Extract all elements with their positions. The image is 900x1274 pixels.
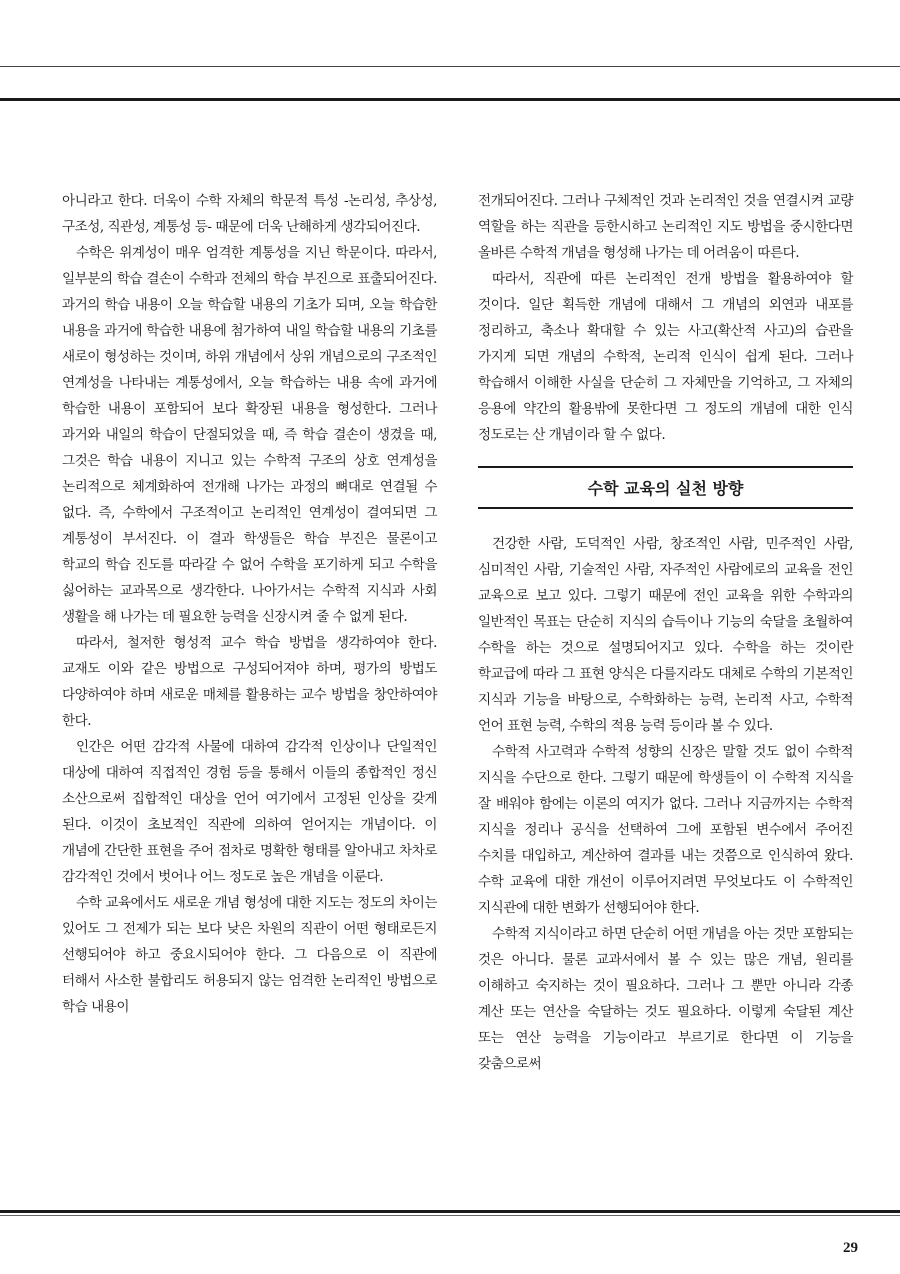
right-column — [478, 188, 853, 1077]
header-rule-thin — [0, 66, 900, 67]
paragraph: 수학 교육에서도 새로운 개념 형성에 대한 지도는 정도의 차이는 있어도 그 전제가 되는 보다 낮은 차원의 직관이 어떤 형태로든지 선행되어야 하고 중요시되어야 한다. 그 다음으로 이 직관에 터해서 사소한 불합리도 허용되지 않는 엄격한 논리적인 방법으로 학습 내용이 — [62, 895, 437, 1015]
paragraph: 아니라고 한다. 더욱이 수학 자체의 학문적 특성 -논리성, 추상성, 구조성, 직관성, 계통성 등- 때문에 더욱 난해하게 생각되어진다. — [62, 193, 437, 235]
paragraph: 수학적 지식이라고 하면 단순히 어떤 개념을 아는 것만 포함되는 것은 아니다. 물론 교과서에서 볼 수 있는 많은 개념, 원리를 이해하고 숙지하는 것이 필요하다. 그러나 그 뿐만 아니라 각종 계산 또는 연산을 숙달하는 것도 필요하다. 이렇게 숙달된 계산 또는 연산 능력을 기능이라고 부르기로 한다면 이 기능을 갖춤으로써 — [478, 926, 853, 1072]
footer-rule-thin — [0, 1215, 900, 1216]
paragraph: 전개되어진다. 그러나 구체적인 것과 논리적인 것을 연결시켜 교량 역할을 하는 직관을 등한시하고 논리적인 지도 방법을 중시한다면 올바른 수학적 개념을 형성해 나가는 데 어려움이 따른다. — [478, 193, 853, 261]
header-rule-thick — [0, 98, 900, 101]
paragraph: 건강한 사람, 도덕적인 사람, 창조적인 사람, 민주적인 사람, 심미적인 사람, 기술적인 사람, 자주적인 사람에로의 교육을 전인 교육으로 보고 있다. 그렇기 때문에 전인 교육을 위한 수학과의 일반적인 목표는 단순히 지식의 습득이나 기능의 숙달을 초월하여 수학을 하는 것으로 설명되어지고 있다. 수학을 하는 것이란 학교급에 따라 그 표현 양식은 다를지라도 대체로 수학의 기본적인 지식과 기능을 바탕으로, 수학화하는 능력, 논리적 사고, 수학적 언어 표현 능력, 수학의 적용 능력 등이라 볼 수 있다. — [478, 536, 853, 734]
paragraph: 수학적 사고력과 수학적 성향의 신장은 말할 것도 없이 수학적 지식을 수단으로 한다. 그렇기 때문에 학생들이 이 수학적 지식을 잘 배워야 함에는 이론의 여지가 없다. 그러나 지금까지는 수학적 지식을 정리나 공식을 선택하여 그에 포함된 변수에서 주어진 수치를 대입하고, 계산하여 결과를 내는 것쯤으로 인식하여 왔다. 수학 교육에 대한 개선이 이루어지려면 무엇보다도 이 수학적인 지식관에 대한 변화가 선행되어야 한다. — [478, 744, 853, 916]
paragraph: 따라서, 철저한 형성적 교수 학습 방법을 생각하여야 한다. 교재도 이와 같은 방법으로 구성되어져야 하며, 평가의 방법도 다양하여야 하며 새로운 매체를 활용하는 교수 방법을 창안하여야 한다. — [62, 635, 437, 729]
paragraph: 수학은 위계성이 매우 엄격한 계통성을 지닌 학문이다. 따라서, 일부분의 학습 결손이 수학과 전체의 학습 부진으로 표출되어진다. 과거의 학습 내용이 오늘 학습할 내용의 기초가 되며, 오늘 학습한 내용을 과거에 학습한 내용에 첨가하여 내일 학습할 내용의 기초를 새로이 형성하는 것이며, 하위 개념에서 상위 개념으로의 구조적인 연계성을 나타내는 계통성에서, 오늘 학습하는 내용 속에 과거에 학습한 내용이 포함되어 보다 확장된 내용을 형성한다. 그러나 과거와 내일의 학습이 단절되었을 때, 즉 학습 결손이 생겼을 때, 그것은 학습 내용이 지니고 있는 수학적 구조의 상호 연계성을 논리적으로 체계화하여 전개해 나가는 과정의 뼈대로 연결될 수 없다. 즉, 수학에서 구조적이고 논리적인 연계성이 결여되면 그 계통성이 부서진다. 이 결과 학생들은 학습 부진은 물론이고 학교의 학습 진도를 따라갈 수 없어 수학을 포기하게 되고 수학을 싫어하는 교과목으로 생각한다. 나아가서는 수학적 지식과 사회 생활을 해 나가는 데 필요한 능력을 신장시켜 줄 수 없게 된다. — [62, 245, 437, 625]
left-column — [62, 188, 437, 1020]
paragraph: 인간은 어떤 감각적 사물에 대하여 감각적 인상이나 단일적인 대상에 대하여 직접적인 경험 등을 통해서 이들의 종합적인 정신 소산으로써 집합적인 대상을 언어 여기에서 고정된 인상을 갖게 된다. 이것이 초보적인 직관에 의하여 얻어지는 개념이다. 이 개념에 간단한 표현을 주어 점차로 명확한 형태를 알아내고 차차로 감각적인 것에서 벗어나 어느 정도로 높은 개념을 이룬다. — [62, 739, 437, 885]
section-heading-box — [478, 466, 853, 509]
paragraph: 따라서, 직관에 따른 논리적인 전개 방법을 활용하여야 할 것이다. 일단 획득한 개념에 대해서 그 개념의 외연과 내포를 정리하고, 축소나 확대할 수 있는 사고(확산적 사고)의 습관을 가지게 되면 개념의 수학적, 논리적 인식이 쉽게 된다. 그러나 학습해서 이해한 사실을 단순히 그 자체만을 기억하고, 그 자체의 응용에 약간의 활용밖에 못한다면 그 정도의 개념에 대한 인식 정도로는 산 개념이라 할 수 없다. — [478, 271, 853, 443]
section-heading: 수학 교육의 실천 방향 — [587, 479, 744, 498]
page-number: 29 — [843, 1240, 858, 1256]
footer-rule-thick — [0, 1210, 900, 1213]
